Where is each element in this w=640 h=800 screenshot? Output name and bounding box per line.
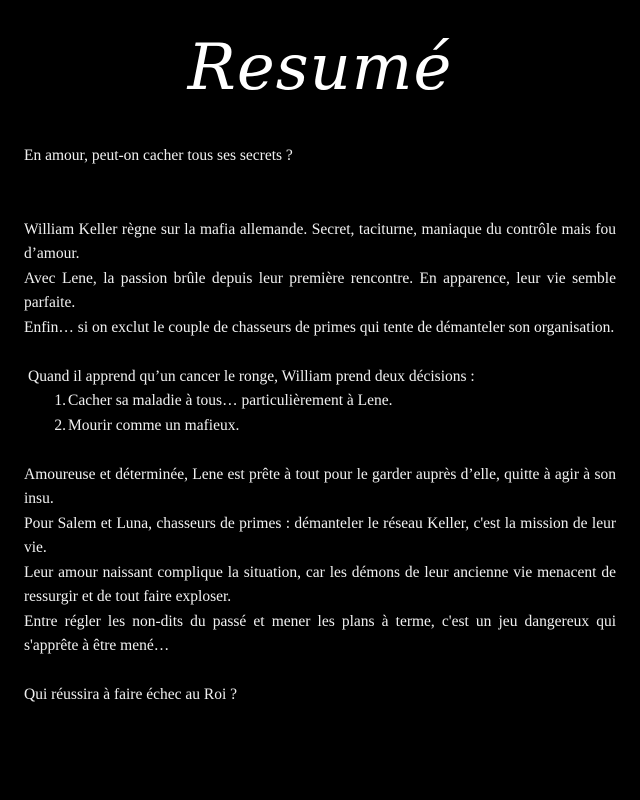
paragraph-lene-determined: Amoureuse et déterminée, Lene est prête à tout pour le garder auprès d’elle, quitte à agir à son insu. [24,465,616,507]
list-item-text: Mourir comme un mafieux. [68,416,240,434]
paragraph-bounty-hunters: Enfin… si on exclut le couple de chasseurs de primes qui tente de démanteler son organisation. [24,318,615,336]
list-item-text: Cacher sa maladie à tous… particulièrement à Lene. [68,392,393,409]
paragraph-love-complication: Leur amour naissant complique la situation, car les démons de leur ancienne vie menacent de ressurgir et de tout faire exploser. [24,563,616,605]
list-number: 2. [54,416,66,434]
list-item [54,414,616,439]
paragraph-dangerous-game: Entre régler les non-dits du passé et mener les plans à terme, c'est un jeu dangereux qui s'apprête à être mené… [24,612,616,654]
page-title: Resumé [187,31,453,105]
decisions-list [24,389,616,438]
paragraph-keller: William Keller règne sur la mafia allemande. Secret, taciturne, maniaque du contrôle mais fou d’amour. [24,220,616,262]
spacer [24,169,616,218]
paragraph-salem-luna: Pour Salem et Luna, chasseurs de primes : démanteler le réseau Keller, c'est la mission de leur vie. [24,514,616,556]
paragraph-lene-passion: Avec Lene, la passion brûle depuis leur première rencontre. En apparence, leur vie semble parfaite. [24,269,616,311]
spacer [24,438,616,463]
list-number: 1. [54,392,66,409]
closing-question: Qui réussira à faire échec au Roi ? [24,686,238,703]
summary-body [24,144,616,708]
tagline: En amour, peut-on cacher tous ses secrets ? [24,147,293,164]
spacer [24,340,616,365]
list-item [54,389,616,414]
decisions-intro: Quand il apprend qu’un cancer le ronge, William prend deux décisions : [28,367,475,385]
spacer [24,659,616,684]
